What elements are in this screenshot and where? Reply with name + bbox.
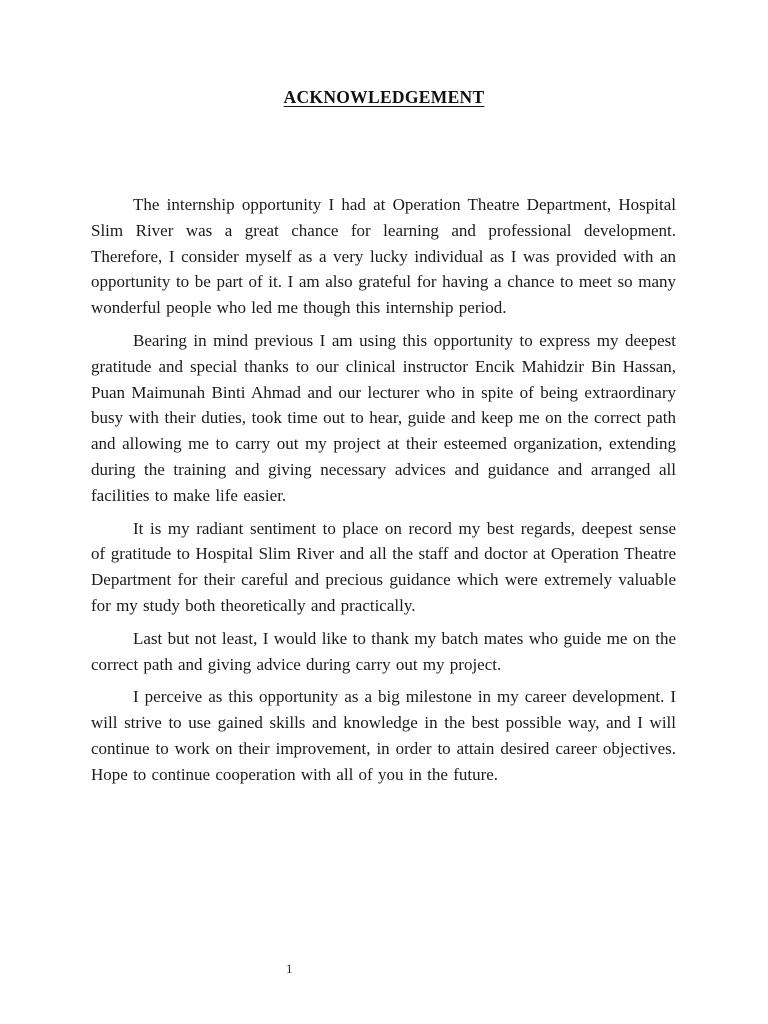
paragraph: It is my radiant sentiment to place on record my best regards, deepest sense of gratitude to Hospital Slim River and all the staff and doctor at Operation Theatre Department for their careful and precious guidance which were extremely valuable for my study both theoretically and practically. bbox=[91, 518, 676, 615]
page-title: ACKNOWLEDGEMENT bbox=[283, 87, 485, 107]
paragraph: Last but not least, I would like to thank my batch mates who guide me on the correct path and giving advice during carry out my project. bbox=[91, 628, 676, 674]
paragraph: I perceive as this opportunity as a big milestone in my career development. I will strive to use gained skills and knowledge in the best possible way, and I will continue to work on their improvement, in order to attain desired career objectives. Hope to continue cooperation with all of you in the future. bbox=[91, 687, 676, 784]
paragraph: Bearing in mind previous I am using this opportunity to express my deepest gratitude and special thanks to our clinical instructor Encik Mahidzir Bin Hassan, Puan Maimunah Binti Ahmad and our lecturer who in spite of being extraordinary busy with their duties, took time out to hear, guide and keep me on the correct path and allowing me to carry out my project at their esteemed organization, extending during the training and giving necessary advices and guidance and arranged all facilities to make life easier. bbox=[91, 330, 676, 505]
page-number: 1 bbox=[286, 961, 293, 976]
paragraph: The internship opportunity I had at Operation Theatre Department, Hospital Slim River was a great chance for learning and professional development. Therefore, I consider myself as a very lucky individual as I was provided with an opportunity to be part of it. I am also grateful for having a chance to meet so many wonderful people who led me though this internship period. bbox=[91, 195, 676, 318]
document-body bbox=[91, 192, 676, 795]
